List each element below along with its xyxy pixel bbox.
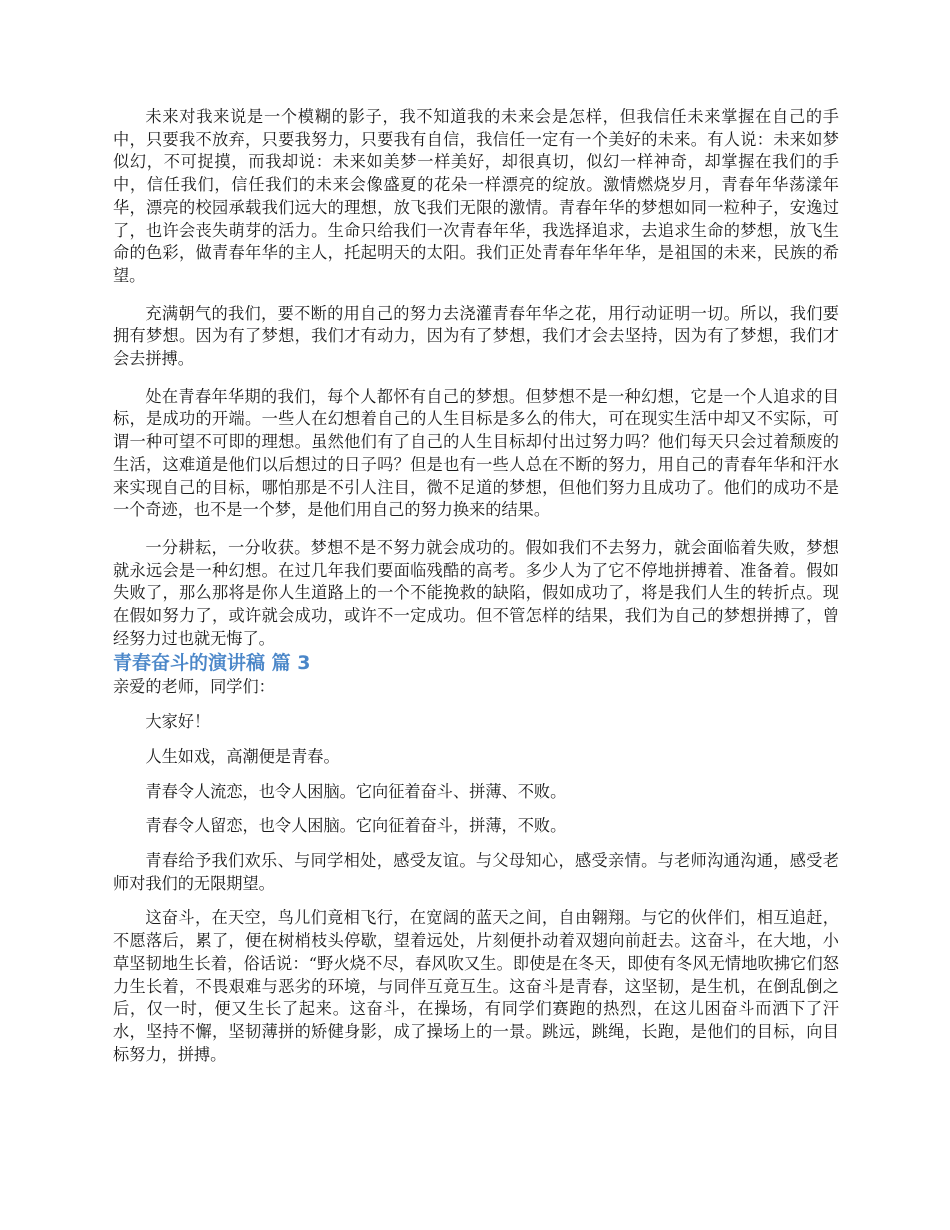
paragraph-youth-2: 青春令人留恋，也令人困脑。它向征着奋斗，拼薄，不败。 bbox=[145, 816, 567, 836]
paragraph-life-drama: 人生如戏，高潮便是青春。 bbox=[145, 746, 340, 766]
salutation: 亲爱的老师，同学们： bbox=[113, 677, 275, 697]
paragraph-dreams: 充满朝气的我们，要不断的用自己的努力去浇灌青春年华之花，用行动证明一切。所以，我们要拥有梦想。因为有了梦想，我们才有动力，因为有了梦想，我们才会去坚持，因为有了梦想，我们才会去拼搏。 bbox=[113, 303, 839, 369]
paragraph-effort: 一分耕耘，一分收获。梦想不是不努力就会成功的。假如我们不去努力，就会面临着失败，梦想就永远会是一种幻想。在过几年我们要面临残酷的高考。多少人为了它不停地拼搏着、准备着。假如失败了，那么那将是你人生道路上的一个不能挽救的缺陷，假如成功了，将是我们人生的转折点。现在假如努力了，或许就会成功，或许不一定成功。但不管怎样的结果，我们为自己的梦想拼搏了，曾经努力过也就无悔了。 bbox=[113, 537, 839, 648]
paragraph-goals: 处在青春年华期的我们，每个人都怀有自己的梦想。但梦想不是一种幻想，它是一个人追求的目标，是成功的开端。一些人在幻想着自己的人生目标是多么的伟大，可在现实生活中却又不实际，可谓一种可望不可即的理想。虽然他们有了自己的人生目标却付出过努力吗？他们每天只会过着颓废的生活，这难道是他们以后想过的日子吗？但是也有一些人总在不断的努力，用自己的青春年华和汗水来实现自己的目标，哪怕那是不引人注目，微不足道的梦想，但他们努力且成功了。他们的成功不是一个奇迹，也不是一个梦，是他们用自己的努力换来的结果。 bbox=[113, 386, 839, 520]
paragraph-struggle: 这奋斗，在天空，鸟儿们竟相飞行，在宽阔的蓝天之间，自由翱翔。与它的伙伴们，相互追赶，不愿落后，累了，便在树梢枝头停歇，望着远处，片刻便扑动着双翅向前赶去。这奋斗，在大地，小草坚韧地生长着，俗话说：“野火烧不尽，春风吹又生。即使是在冬天，即使有冬风无情地吹拂它们怒力生长着，不畏艰难与恶劣的环境，与同伴互竟互生。这奋斗是青春，这坚韧，是生机，在倒乱倒之后，仅一时，便又生长了起来。这奋斗，在操场，有同学们赛跑的热烈，在这儿困奋斗而洒下了汗水，坚持不懈，坚韧薄拼的矫健身影，成了操场上的一景。跳远，跳绳，长跑，是他们的目标，向目标努力，拼搏。 bbox=[113, 908, 839, 1064]
document-page bbox=[113, 106, 839, 1066]
paragraph-youth-joy: 青春给予我们欢乐、与同学相处，感受友谊。与父母知心，感受亲情。与老师沟通沟通，感受老师对我们的无限期望。 bbox=[113, 850, 839, 893]
paragraph-future: 未来对我来说是一个模糊的影子，我不知道我的未来会是怎样，但我信任未来掌握在自己的手中，只要我不放弃，只要我努力，只要我有自信，我信任一定有一个美好的未来。有人说：未来如梦似幻，不可捉摸，而我却说：未来如美梦一样美好，却很真切，似幻一样神奇，却掌握在我们的手中，信任我们，信任我们的未来会像盛夏的花朵一样漂亮的绽放。激情燃烧岁月，青春年华荡漾年华，漂亮的校园承载我们远大的理想，放飞我们无限的激情。青春年华的梦想如同一粒种子，安逸过了，也许会丧失萌芽的活力。生命只给我们一次青春年华，我选择追求，去追求生命的梦想，放飞生命的色彩，做青春年华的主人，托起明天的太阳。我们正处青春年华年华，是祖国的未来，民族的希望。 bbox=[113, 107, 839, 285]
paragraph-greeting: 大家好！ bbox=[145, 712, 211, 732]
section-heading: 青春奋斗的演讲稿 篇 3 bbox=[113, 652, 311, 675]
paragraph-youth-1: 青春令人流恋，也令人困脑。它向征着奋斗、拼薄、不败。 bbox=[145, 781, 567, 801]
